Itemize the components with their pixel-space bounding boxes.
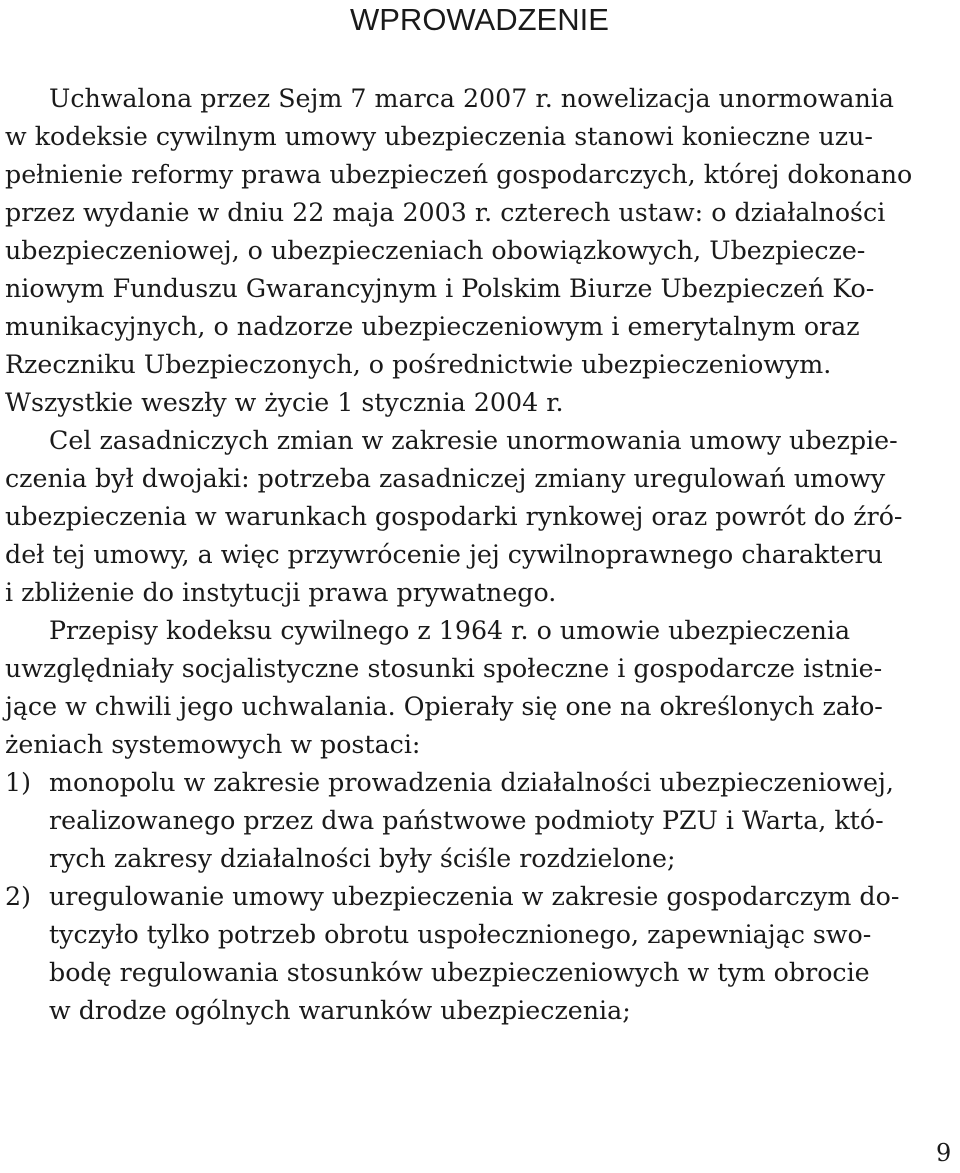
list-item-number: 1) (5, 768, 31, 797)
text-line: tyczyło tylko potrzeb obrotu uspołecznionego, zapewniając swo- (49, 920, 872, 949)
text-line: żeniach systemowych w postaci: (5, 730, 421, 759)
text-line: uwzględniały socjalistyczne stosunki społeczne i gospodarcze istnie- (5, 654, 883, 683)
text-line: niowym Funduszu Gwarancyjnym i Polskim Biurze Ubezpieczeń Ko- (5, 274, 875, 303)
list-item-number: 2) (5, 882, 31, 911)
paragraph-2 (5, 422, 953, 612)
paragraph-1 (5, 80, 953, 422)
text-line: Przepisy kodeksu cywilnego z 1964 r. o umowie ubezpieczenia (49, 616, 851, 645)
page-title: WPROWADZENIE (350, 2, 609, 37)
text-line: ubezpieczenia w warunkach gospodarki rynkowej oraz powrót do źró- (5, 502, 903, 531)
text-line: deł tej umowy, a więc przywrócenie jej cywilnoprawnego charakteru (5, 540, 883, 569)
text-line: w kodeksie cywilnym umowy ubezpieczenia stanowi konieczne uzu- (5, 122, 873, 151)
text-line: przez wydanie w dniu 22 maja 2003 r. czterech ustaw: o działalności (5, 198, 886, 227)
list-item (5, 764, 953, 878)
paragraph-3 (5, 612, 953, 764)
text-line: ubezpieczeniowej, o ubezpieczeniach obowiązkowych, Ubezpiecze- (5, 236, 866, 265)
text-line: i zbliżenie do instytucji prawa prywatnego. (5, 578, 557, 607)
text-line: czenia był dwojaki: potrzeba zasadniczej zmiany uregulowań umowy (5, 464, 886, 493)
text-line: pełnienie reformy prawa ubezpieczeń gospodarczych, której dokonano (5, 160, 913, 189)
text-line: realizowanego przez dwa państwowe podmioty PZU i Warta, któ- (49, 806, 884, 835)
body-text (5, 80, 953, 1030)
text-line: uregulowanie umowy ubezpieczenia w zakresie gospodarczym do- (49, 882, 900, 911)
text-line: Cel zasadniczych zmian w zakresie unormowania umowy ubezpie- (49, 426, 898, 455)
text-line: monopolu w zakresie prowadzenia działalności ubezpieczeniowej, (49, 768, 894, 797)
numbered-list (5, 764, 953, 1030)
text-line: Wszystkie weszły w życie 1 stycznia 2004 r. (5, 388, 564, 417)
text-line: munikacyjnych, o nadzorze ubezpieczeniowym i emerytalnym oraz (5, 312, 860, 341)
text-line: rych zakresy działalności były ściśle rozdzielone; (49, 844, 676, 873)
text-line: Rzeczniku Ubezpieczonych, o pośrednictwie ubezpieczeniowym. (5, 350, 832, 379)
text-line: w drodze ogólnych warunków ubezpieczenia; (49, 996, 631, 1025)
text-line: Uchwalona przez Sejm 7 marca 2007 r. nowelizacja unormowania (49, 84, 894, 113)
text-line: bodę regulowania stosunków ubezpieczeniowych w tym obrocie (49, 958, 870, 987)
list-item (5, 878, 953, 1030)
page-number: 9 (936, 1139, 952, 1167)
text-line: jące w chwili jego uchwalania. Opierały się one na określonych zało- (5, 692, 883, 721)
